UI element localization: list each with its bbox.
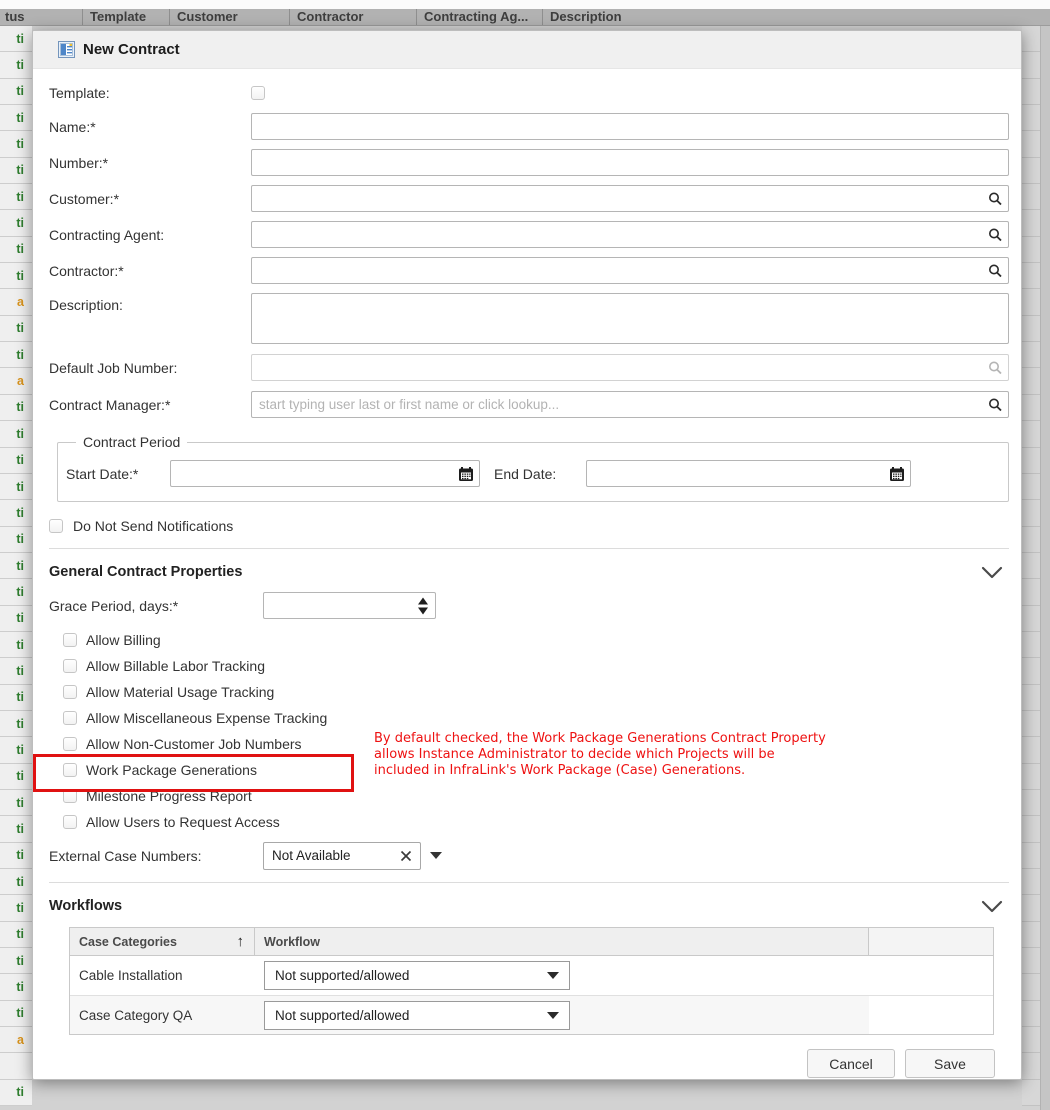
workflows-collapse-chevron-icon[interactable] xyxy=(981,900,1003,913)
background-row-text-fragment: ti xyxy=(16,821,24,836)
background-row-text-fragment: ti xyxy=(16,31,24,46)
background-row-text-fragment: ti xyxy=(16,742,24,757)
select-dropdown-arrow-icon xyxy=(547,1012,559,1019)
name-label: Name:* xyxy=(49,118,96,135)
start-date-input[interactable] xyxy=(170,460,480,487)
background-row-text-fragment: ti xyxy=(16,242,24,257)
background-row-text-fragment: ti xyxy=(16,216,24,231)
empty-cell xyxy=(869,996,993,1034)
empty-cell xyxy=(869,956,993,995)
start-date-calendar-icon[interactable] xyxy=(458,466,474,481)
background-row-text-fragment: ti xyxy=(16,611,24,626)
default-job-number-label: Default Job Number: xyxy=(49,359,178,376)
case-category-cell: Case Category QA xyxy=(70,996,255,1034)
default-job-number-input xyxy=(251,354,1009,381)
column-header-empty xyxy=(869,928,993,955)
column-header-workflow: Workflow xyxy=(255,928,869,955)
background-row-text-fragment: ti xyxy=(16,321,24,336)
external-case-numbers-label: External Case Numbers: xyxy=(49,847,202,864)
dialog-title: New Contract xyxy=(83,41,180,58)
background-row-text-fragment: ti xyxy=(16,58,24,73)
contract-manager-label: Contract Manager:* xyxy=(49,396,171,413)
background-row-text-fragment: ti xyxy=(16,84,24,99)
new-contract-dialog xyxy=(32,30,1022,1080)
contract-property-label: Allow Users to Request Access xyxy=(86,814,280,830)
background-row-text-fragment: ti xyxy=(16,716,24,731)
start-date-label: Start Date:* xyxy=(66,465,139,482)
background-table-left-edge xyxy=(0,26,32,1110)
background-header-column: Contractor xyxy=(289,9,363,26)
do-not-send-notifications-checkbox[interactable] xyxy=(49,519,63,533)
background-row-text-fragment: ti xyxy=(16,268,24,283)
background-row-text-fragment: ti xyxy=(16,426,24,441)
contract-property-list xyxy=(49,627,1009,835)
background-row-text-fragment: ti xyxy=(16,189,24,204)
contract-property-item[interactable] xyxy=(49,627,361,653)
template-label: Template: xyxy=(49,85,110,101)
background-row-text-fragment: ti xyxy=(16,795,24,810)
background-row-text-fragment: ti xyxy=(16,953,24,968)
contractor-lookup-icon[interactable] xyxy=(988,263,1003,278)
default-job-number-lookup-icon-disabled xyxy=(988,360,1003,375)
contract-property-item[interactable] xyxy=(49,809,361,835)
sort-ascending-icon: ↑ xyxy=(236,933,244,950)
workflow-table-row xyxy=(70,995,993,1034)
general-contract-properties-title: General Contract Properties xyxy=(49,564,243,580)
section-divider xyxy=(49,882,1009,883)
workflows-title: Workflows xyxy=(49,898,123,914)
description-label: Description: xyxy=(49,297,123,313)
background-header-column: Contracting Ag... xyxy=(416,9,528,26)
background-row-text-fragment: ti xyxy=(16,874,24,889)
contract-property-label: Milestone Progress Report xyxy=(86,788,252,804)
workflows-table xyxy=(69,927,994,1035)
background-scrollbar-track[interactable] xyxy=(1040,26,1050,1110)
contract-property-item[interactable] xyxy=(49,705,361,731)
contract-property-checkbox[interactable] xyxy=(63,737,77,751)
background-row-text-fragment: ti xyxy=(16,163,24,178)
template-checkbox[interactable] xyxy=(251,86,265,100)
contracting-agent-lookup-icon[interactable] xyxy=(988,227,1003,242)
customer-input[interactable] xyxy=(251,185,1009,212)
contract-property-label: Work Package Generations xyxy=(86,762,257,778)
case-category-cell: Cable Installation xyxy=(79,968,183,983)
background-row-text-fragment: ti xyxy=(16,1085,24,1100)
background-row-text-fragment: ti xyxy=(16,137,24,152)
contracting-agent-input[interactable] xyxy=(251,221,1009,248)
background-row-text-fragment: ti xyxy=(16,453,24,468)
background-row-text-fragment: a xyxy=(17,1032,24,1047)
contract-property-item[interactable] xyxy=(49,679,361,705)
contract-property-checkbox[interactable] xyxy=(63,763,77,777)
background-row-text-fragment: ti xyxy=(16,532,24,547)
contract-property-label: Allow Miscellaneous Expense Tracking xyxy=(86,710,328,726)
name-input[interactable] xyxy=(251,113,1009,140)
contract-property-item[interactable] xyxy=(49,731,361,757)
external-case-numbers-dropdown-arrow-icon[interactable] xyxy=(430,852,442,859)
background-row-text-fragment: ti xyxy=(16,980,24,995)
background-row-text-fragment: ti xyxy=(16,637,24,652)
contract-property-label: Allow Billing xyxy=(86,632,161,648)
number-label: Number:* xyxy=(49,154,109,171)
column-header-case-categories[interactable]: Case Categories ↑ xyxy=(70,928,255,955)
contract-property-item-highlighted[interactable] xyxy=(49,757,361,783)
contract-property-checkbox[interactable] xyxy=(63,633,77,647)
background-row-text-fragment: ti xyxy=(16,584,24,599)
stepper-up-icon[interactable] xyxy=(418,597,428,604)
contract-property-label: Allow Material Usage Tracking xyxy=(86,684,275,700)
background-table-header xyxy=(0,9,1050,26)
background-row-text-fragment: ti xyxy=(16,927,24,942)
grace-period-label: Grace Period, days:* xyxy=(49,597,179,614)
background-row-text-fragment: ti xyxy=(16,690,24,705)
background-row-text-fragment: ti xyxy=(16,769,24,784)
contract-manager-input[interactable] xyxy=(251,391,1009,418)
dialog-titlebar xyxy=(33,31,1021,69)
external-case-numbers-combobox[interactable] xyxy=(263,842,421,870)
clear-x-icon[interactable] xyxy=(400,850,412,862)
end-date-input[interactable] xyxy=(586,460,911,487)
background-header-column: Description xyxy=(542,9,622,26)
number-input[interactable] xyxy=(251,149,1009,176)
background-row-text-fragment: ti xyxy=(16,110,24,125)
background-row-text-fragment: a xyxy=(17,295,24,310)
workflow-select[interactable] xyxy=(264,1001,570,1030)
contracting-agent-label: Contracting Agent: xyxy=(49,226,165,243)
external-case-numbers-value: Not Available xyxy=(272,848,351,863)
contract-property-label: Allow Non-Customer Job Numbers xyxy=(86,736,302,752)
background-header-column: Template xyxy=(82,9,146,26)
stepper-down-icon[interactable] xyxy=(418,607,428,614)
background-row-text-fragment: ti xyxy=(16,400,24,415)
customer-label: Customer:* xyxy=(49,190,120,207)
contract-document-icon xyxy=(58,41,75,58)
customer-lookup-icon[interactable] xyxy=(988,191,1003,206)
background-row-text-fragment: ti xyxy=(16,663,24,678)
contract-property-item[interactable] xyxy=(49,653,361,679)
end-date-label: End Date: xyxy=(494,465,557,482)
contractor-label: Contractor:* xyxy=(49,262,124,279)
end-date-calendar-icon[interactable] xyxy=(889,466,905,481)
background-header-column: tus xyxy=(5,9,25,24)
background-header-column: Customer xyxy=(169,9,238,26)
contract-property-checkbox[interactable] xyxy=(63,815,77,829)
background-row-text-fragment: a xyxy=(17,374,24,389)
general-contract-properties-collapse-chevron-icon[interactable] xyxy=(981,566,1003,579)
contractor-input[interactable] xyxy=(251,257,1009,284)
contract-property-label: Allow Billable Labor Tracking xyxy=(86,658,265,674)
background-row-text-fragment: ti xyxy=(16,901,24,916)
workflow-select-value: Not supported/allowed xyxy=(275,968,410,983)
grace-period-input[interactable] xyxy=(263,592,436,619)
save-button[interactable]: Save xyxy=(905,1049,995,1078)
contract-property-checkbox[interactable] xyxy=(63,685,77,699)
workflow-table-row xyxy=(70,956,993,995)
contract-property-checkbox[interactable] xyxy=(63,711,77,725)
workflows-table-header xyxy=(70,928,993,956)
background-row-text-fragment: ti xyxy=(16,347,24,362)
background-row-text-fragment: ti xyxy=(16,505,24,520)
description-textarea[interactable] xyxy=(251,293,1009,344)
work-package-annotation: By default checked, the Work Package Generations Contract Property allows Instance Administrator to decide which Projects will be included in InfraLink's Work Package (Case) Generations. xyxy=(374,731,826,779)
grace-period-stepper[interactable] xyxy=(418,597,428,614)
do-not-send-notifications-label: Do Not Send Notifications xyxy=(73,518,234,534)
contract-period-legend: Contract Period xyxy=(83,434,181,450)
dialog-body xyxy=(33,69,1021,1078)
workflow-select-value: Not supported/allowed xyxy=(275,1007,410,1023)
contract-period-fieldset xyxy=(57,434,1009,502)
background-top-strip xyxy=(0,0,1050,9)
select-dropdown-arrow-icon xyxy=(547,972,559,979)
contract-property-checkbox[interactable] xyxy=(63,789,77,803)
contract-manager-lookup-icon[interactable] xyxy=(988,397,1003,412)
section-divider xyxy=(49,548,1009,549)
background-row-text-fragment: ti xyxy=(16,1006,24,1021)
background-row-text-fragment: ti xyxy=(16,848,24,863)
background-row-text-fragment: ti xyxy=(16,479,24,494)
workflow-select[interactable] xyxy=(264,961,570,990)
cancel-button[interactable]: Cancel xyxy=(807,1049,895,1078)
contract-property-item[interactable] xyxy=(49,783,361,809)
contract-property-checkbox[interactable] xyxy=(63,659,77,673)
background-row-text-fragment: ti xyxy=(16,558,24,573)
